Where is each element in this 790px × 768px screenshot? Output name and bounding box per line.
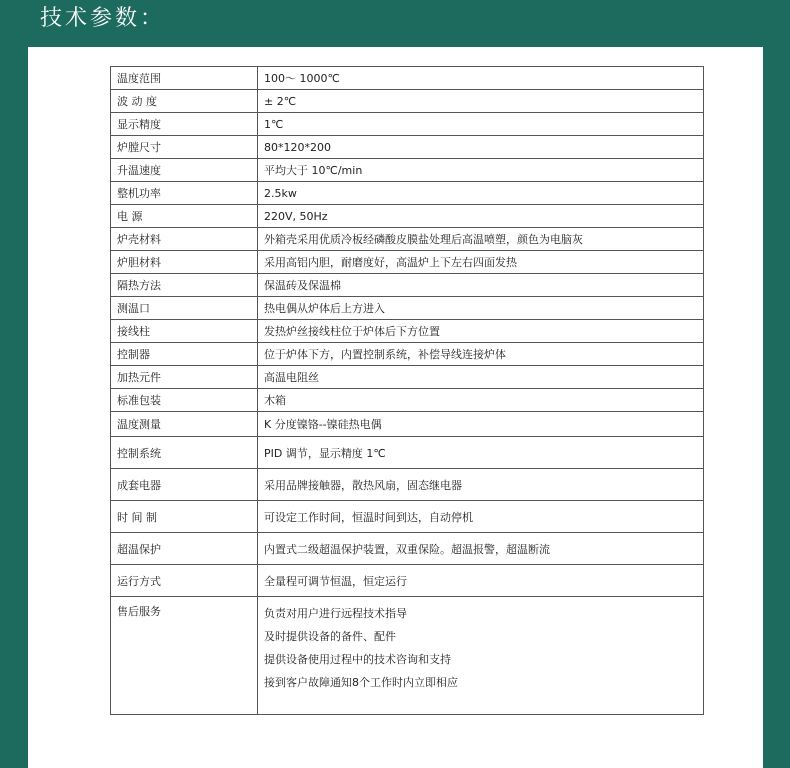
row-label: 温度测量 <box>111 412 258 437</box>
row-value: 采用高铝内胆，耐磨度好，高温炉上下左右四面发热 <box>258 251 704 274</box>
row-label: 波 动 度 <box>111 90 258 113</box>
service-line: 及时提供设备的备件、配件 <box>264 630 396 643</box>
row-value: 高温电阻丝 <box>258 366 704 389</box>
table-row <box>111 469 704 501</box>
row-value: 220V, 50Hz <box>258 205 704 228</box>
row-label: 炉胆材料 <box>111 251 258 274</box>
table-row <box>111 136 704 159</box>
table-row <box>111 274 704 297</box>
row-value: 采用品牌接触器，散热风扇，固态继电器 <box>258 469 704 501</box>
table-row <box>111 565 704 597</box>
row-label: 温度范围 <box>111 67 258 90</box>
row-value: 全量程可调节恒温，恒定运行 <box>258 565 704 597</box>
row-label: 升温速度 <box>111 159 258 182</box>
table-row <box>111 501 704 533</box>
table-row <box>111 159 704 182</box>
row-value <box>258 597 704 715</box>
row-value: PID 调节，显示精度 1℃ <box>258 437 704 469</box>
table-row <box>111 90 704 113</box>
row-label: 显示精度 <box>111 113 258 136</box>
table-row <box>111 437 704 469</box>
row-value: 可设定工作时间，恒温时间到达，自动停机 <box>258 501 704 533</box>
row-value: 发热炉丝接线柱位于炉体后下方位置 <box>258 320 704 343</box>
row-label: 隔热方法 <box>111 274 258 297</box>
table-row <box>111 205 704 228</box>
spec-panel <box>28 47 763 768</box>
row-label: 成套电器 <box>111 469 258 501</box>
page-title: 技术参数： <box>40 6 166 31</box>
row-value: 100～ 1000℃ <box>258 67 704 90</box>
table-row <box>111 412 704 437</box>
row-value: ± 2℃ <box>258 90 704 113</box>
row-value: 木箱 <box>258 389 704 412</box>
row-label: 炉壳材料 <box>111 228 258 251</box>
table-row-service <box>111 597 704 715</box>
service-line: 提供设备使用过程中的技术咨询和支持 <box>264 653 451 666</box>
row-value: 平均大于 10℃/min <box>258 159 704 182</box>
row-label: 接线柱 <box>111 320 258 343</box>
row-label: 炉膛尺寸 <box>111 136 258 159</box>
row-value: 80*120*200 <box>258 136 704 159</box>
service-line: 负责对用户进行远程技术指导 <box>264 607 407 620</box>
row-label: 超温保护 <box>111 533 258 565</box>
row-value: 热电偶从炉体后上方进入 <box>258 297 704 320</box>
table-row <box>111 182 704 205</box>
row-label: 标准包装 <box>111 389 258 412</box>
service-line: 接到客户故障通知8个工作时内立即相应 <box>264 676 458 689</box>
row-label: 控制器 <box>111 343 258 366</box>
table-row <box>111 366 704 389</box>
table-row <box>111 343 704 366</box>
row-label: 控制系统 <box>111 437 258 469</box>
row-value: 内置式二级超温保护装置，双重保险。超温报警，超温断流 <box>258 533 704 565</box>
row-label: 整机功率 <box>111 182 258 205</box>
row-value: 位于炉体下方，内置控制系统，补偿导线连接炉体 <box>258 343 704 366</box>
spec-table <box>110 66 704 715</box>
row-label: 时 间 制 <box>111 501 258 533</box>
table-row <box>111 228 704 251</box>
table-row <box>111 113 704 136</box>
table-row <box>111 320 704 343</box>
row-value: 保温砖及保温棉 <box>258 274 704 297</box>
row-label: 电 源 <box>111 205 258 228</box>
row-label: 运行方式 <box>111 565 258 597</box>
table-row <box>111 251 704 274</box>
table-row <box>111 67 704 90</box>
row-label: 售后服务 <box>111 597 258 715</box>
row-label: 测温口 <box>111 297 258 320</box>
row-value: 外箱壳采用优质冷板经磷酸皮膜盐处理后高温喷塑，颜色为电脑灰 <box>258 228 704 251</box>
table-row <box>111 533 704 565</box>
row-value: 2.5kw <box>258 182 704 205</box>
table-row <box>111 389 704 412</box>
table-row <box>111 297 704 320</box>
row-value: 1℃ <box>258 113 704 136</box>
row-label: 加热元件 <box>111 366 258 389</box>
row-value: K 分度镍铬--镍硅热电偶 <box>258 412 704 437</box>
